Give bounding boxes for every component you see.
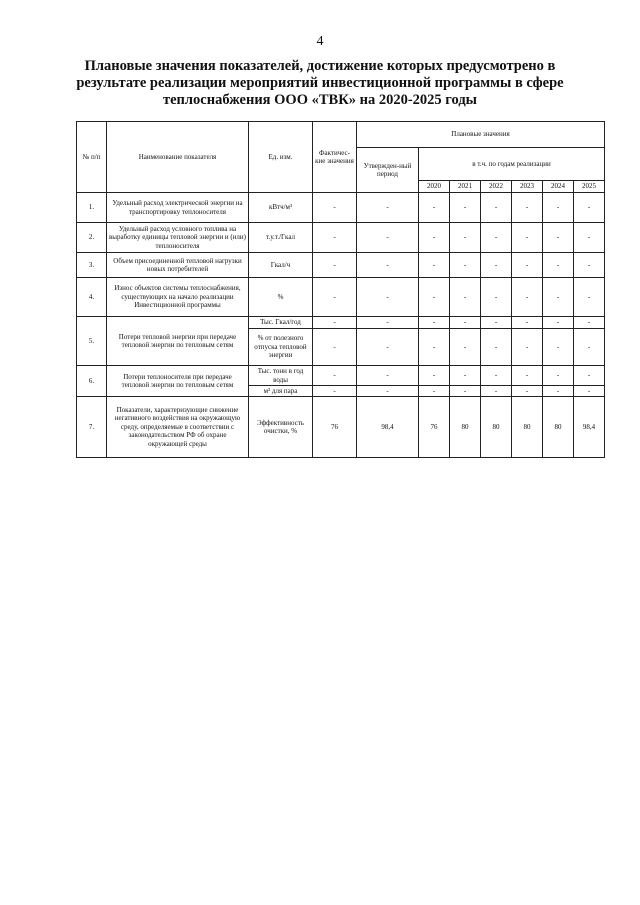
row-num: 4. [77, 278, 107, 317]
row-year-value: - [512, 317, 543, 329]
row-year-value: - [574, 317, 605, 329]
row-year-value: - [450, 386, 481, 397]
row-num: 2. [77, 223, 107, 253]
row-year-value: - [512, 366, 543, 386]
row-approved: - [357, 366, 419, 386]
row-actual: - [313, 386, 357, 397]
row-actual: - [313, 223, 357, 253]
row-year-value: - [481, 193, 512, 223]
row-year-value: 76 [419, 397, 450, 458]
row-year-value: - [481, 329, 512, 366]
row-unit: м³ для пара [249, 386, 313, 397]
row-year-value: - [543, 386, 574, 397]
row-name: Потери тепловой энергии при передаче тепловой энергии по тепловым сетям [107, 317, 249, 366]
header-year: 2025 [574, 181, 605, 193]
row-year-value: - [574, 386, 605, 397]
row-year-value: - [543, 329, 574, 366]
page-number: 4 [316, 34, 324, 49]
row-actual: - [313, 278, 357, 317]
row-year-value: - [543, 317, 574, 329]
header-unit: Ед. изм. [249, 122, 313, 193]
row-actual: - [313, 366, 357, 386]
row-year-value: - [543, 223, 574, 253]
row-num: 3. [77, 253, 107, 278]
row-year-value: 80 [450, 397, 481, 458]
row-unit: % от полезного отпуска тепловой энергии [249, 329, 313, 366]
row-name: Потери теплоносителя при передаче тепловой энергии по тепловым сетям [107, 366, 249, 397]
row-unit: Тыс. Гкал/год [249, 317, 313, 329]
row-approved: - [357, 223, 419, 253]
row-approved: 98,4 [357, 397, 419, 458]
row-year-value: - [481, 253, 512, 278]
row-year-value: - [419, 386, 450, 397]
row-actual: - [313, 193, 357, 223]
row-year-value: - [419, 278, 450, 317]
header-num: № п/п [77, 122, 107, 193]
row-year-value: - [450, 193, 481, 223]
header-actual: Фактичес-кие значения [313, 122, 357, 193]
row-approved: - [357, 253, 419, 278]
table-row [77, 223, 605, 253]
row-year-value: 80 [512, 397, 543, 458]
row-year-value: - [574, 253, 605, 278]
row-year-value: - [419, 193, 450, 223]
row-name: Показатели, характеризующие снижение негативного воздействия на окружающую среду, определяемые в соответствии с законодательством РФ об охране окружающей среды [107, 397, 249, 458]
row-year-value: - [543, 253, 574, 278]
row-num: 1. [77, 193, 107, 223]
row-year-value: - [481, 317, 512, 329]
table-row [77, 278, 605, 317]
row-year-value: - [481, 366, 512, 386]
row-year-value: - [543, 278, 574, 317]
row-year-value: - [419, 366, 450, 386]
row-year-value: - [419, 223, 450, 253]
row-num: 6. [77, 366, 107, 397]
row-approved: - [357, 386, 419, 397]
header-approved: Утвержден-ный период [357, 148, 419, 193]
row-year-value: - [450, 278, 481, 317]
row-year-value: - [574, 366, 605, 386]
row-unit: Эффективность очистки, % [249, 397, 313, 458]
table-row [77, 193, 605, 223]
row-year-value: - [543, 366, 574, 386]
row-name: Удельный расход условного топлива на выработку единицы тепловой энергии и (или) теплоносителя [107, 223, 249, 253]
row-year-value: - [512, 329, 543, 366]
row-num: 7. [77, 397, 107, 458]
header-year: 2023 [512, 181, 543, 193]
row-actual: - [313, 253, 357, 278]
row-unit: Тыс. тонн в год воды [249, 366, 313, 386]
header-year: 2021 [450, 181, 481, 193]
row-year-value: - [574, 278, 605, 317]
row-year-value: 98,4 [574, 397, 605, 458]
row-year-value: - [419, 329, 450, 366]
row-year-value: - [481, 223, 512, 253]
row-name: Удельный расход электрической энергии на транспортировку теплоносителя [107, 193, 249, 223]
row-year-value: - [574, 193, 605, 223]
row-approved: - [357, 193, 419, 223]
header-year: 2022 [481, 181, 512, 193]
row-year-value: - [450, 317, 481, 329]
row-year-value: - [512, 223, 543, 253]
row-actual: - [313, 317, 357, 329]
row-name: Объем присоединенной тепловой нагрузки новых потребителей [107, 253, 249, 278]
header-by-year: в т.ч. по годам реализации [419, 148, 605, 181]
table-row [77, 366, 605, 386]
table-row [77, 253, 605, 278]
table-row [77, 317, 605, 329]
header-year: 2024 [543, 181, 574, 193]
row-unit: т.у.т./Гкал [249, 223, 313, 253]
header-name: Наименование показателя [107, 122, 249, 193]
row-unit: Гкал/ч [249, 253, 313, 278]
row-year-value: - [450, 223, 481, 253]
indicators-table [76, 121, 605, 458]
row-year-value: - [450, 253, 481, 278]
row-year-value: - [481, 278, 512, 317]
row-year-value: - [450, 329, 481, 366]
row-year-value: - [419, 253, 450, 278]
row-year-value: 80 [543, 397, 574, 458]
row-year-value: - [574, 329, 605, 366]
row-year-value: - [450, 366, 481, 386]
row-num: 5. [77, 317, 107, 366]
row-year-value: - [512, 386, 543, 397]
row-name: Износ объектов системы теплоснабжения, существующих на начало реализации Инвестиционной программы [107, 278, 249, 317]
header-year: 2020 [419, 181, 450, 193]
row-approved: - [357, 278, 419, 317]
row-actual: 76 [313, 397, 357, 458]
row-actual: - [313, 329, 357, 366]
row-year-value: - [419, 317, 450, 329]
document-title: Плановые значения показателей, достижение которых предусмотрено в результате реализации мероприятий инвестиционной программы в сфере теплоснабжения ООО «ТВК» на 2020-2025 годы [76, 58, 564, 108]
header-planned: Плановые значения [357, 122, 605, 148]
row-year-value: - [512, 278, 543, 317]
row-unit: кВтч/м³ [249, 193, 313, 223]
row-year-value: - [481, 386, 512, 397]
row-unit: % [249, 278, 313, 317]
row-year-value: - [543, 193, 574, 223]
row-year-value: - [512, 253, 543, 278]
row-approved: - [357, 317, 419, 329]
row-approved: - [357, 329, 419, 366]
table-row [77, 397, 605, 458]
row-year-value: 80 [481, 397, 512, 458]
row-year-value: - [574, 223, 605, 253]
row-year-value: - [512, 193, 543, 223]
